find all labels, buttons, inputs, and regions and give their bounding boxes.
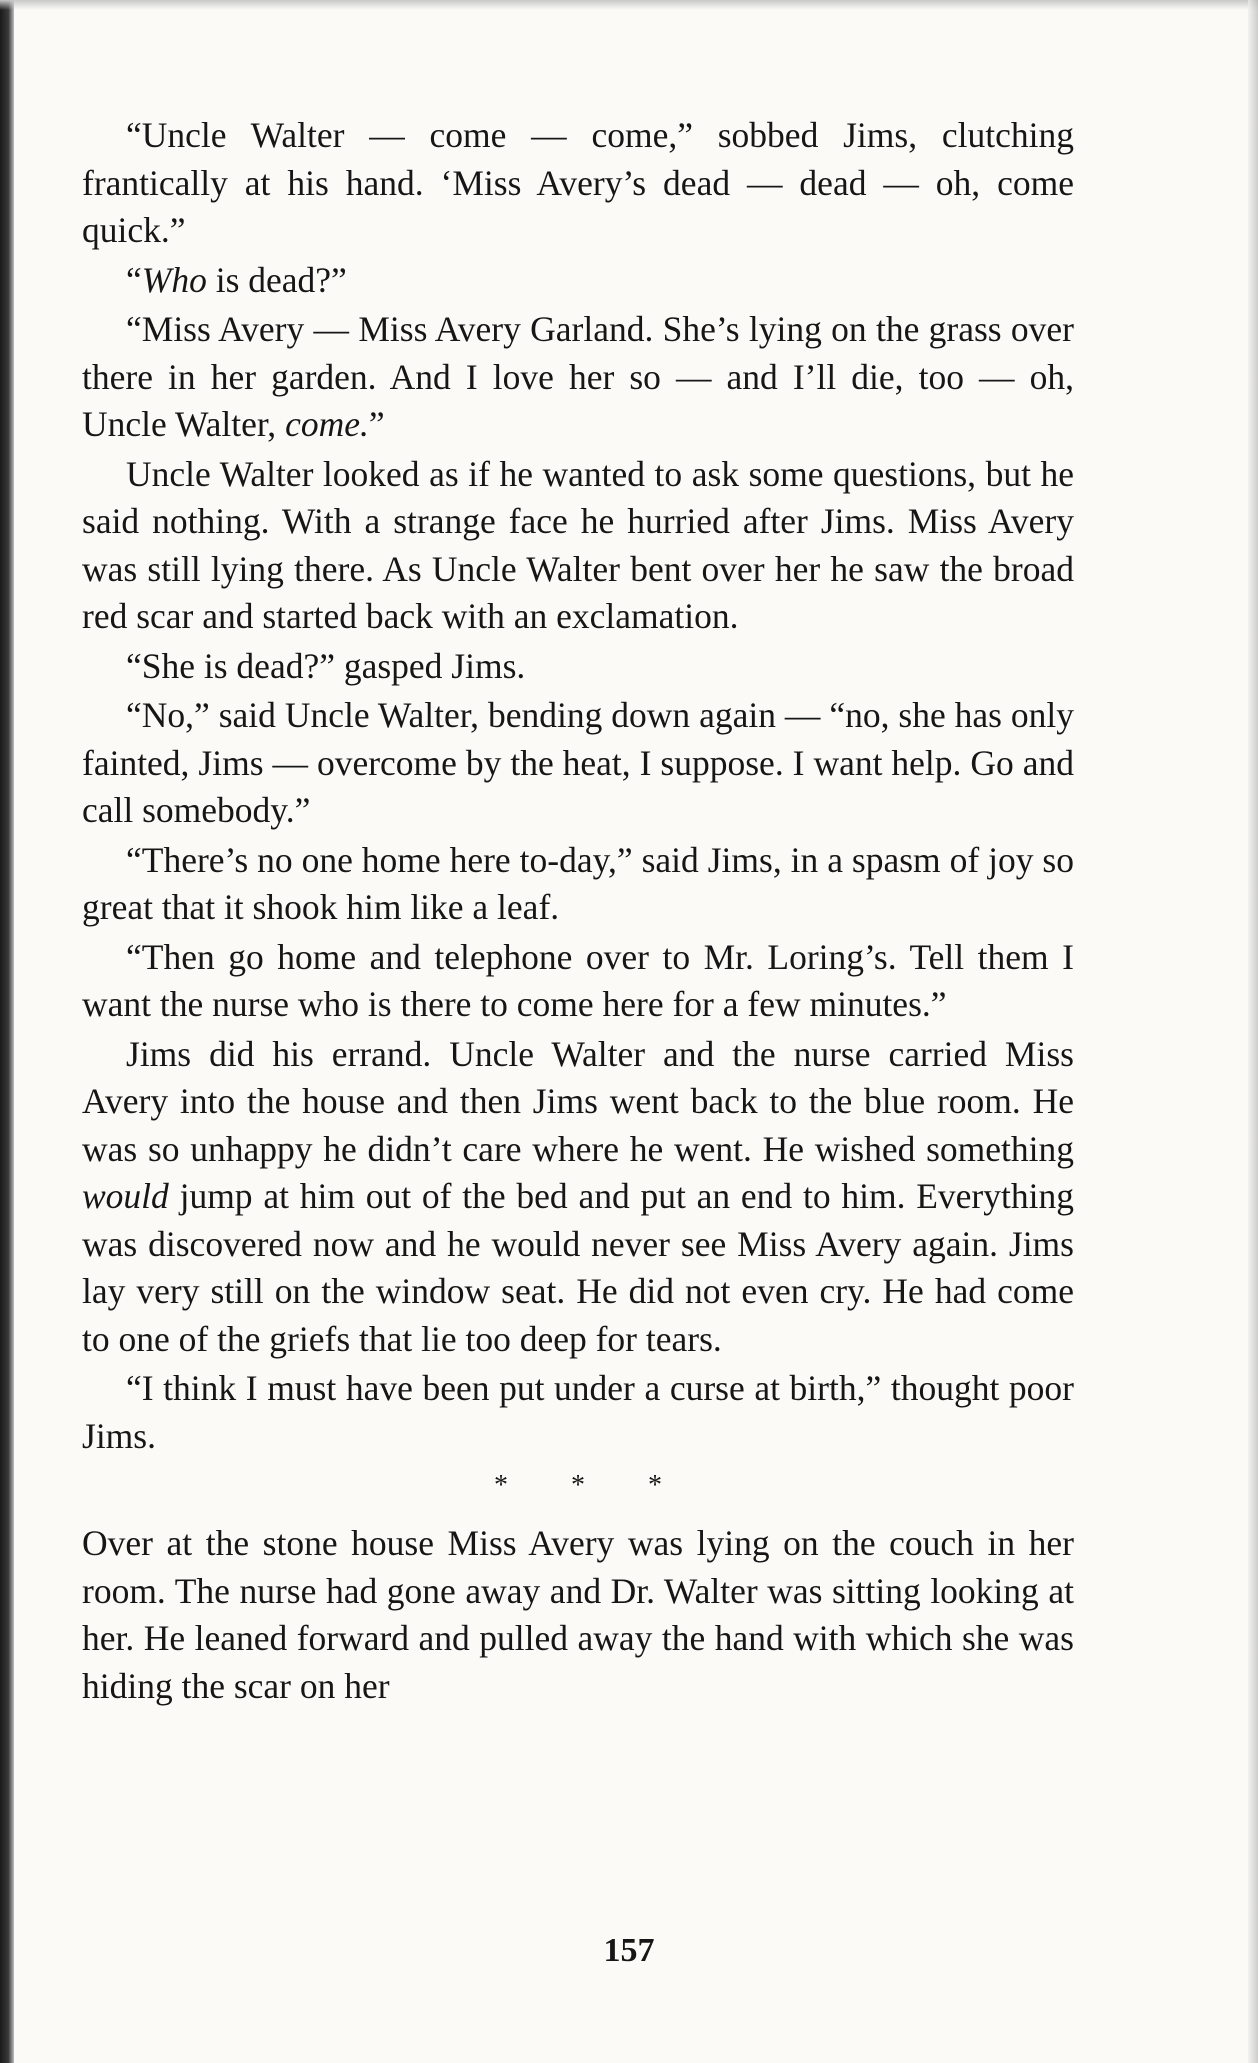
paragraph	[82, 1031, 1074, 1364]
text-run: “No,” said Uncle Walter, bending down again — “no, she has only fainted, Jims — overcome by the heat, I suppose. I want help. Go and call somebody.”	[82, 695, 1074, 830]
paragraphs-before-break	[82, 112, 1074, 1460]
paragraph	[82, 643, 1074, 691]
paragraph	[82, 257, 1074, 305]
paragraph	[82, 692, 1074, 835]
italic-text: would	[82, 1176, 169, 1216]
text-run: “Miss Avery — Miss Avery Garland. She’s lying on the grass over there in her garden. And I love her so — and I’ll die, too — oh, Uncle Walter,	[82, 309, 1074, 444]
paragraph	[82, 934, 1074, 1029]
text-run: Jims did his errand. Uncle Walter and the nurse carried Miss Avery into the house and then Jims went back to the blue room. He was so unhappy he didn’t care where he went. He wished something	[82, 1033, 1074, 1169]
text-run: “There’s no one home here to-day,” said Jims, in a spasm of joy so great that it shook him like a leaf.	[82, 839, 1074, 927]
paragraph	[82, 1520, 1074, 1710]
body-text	[82, 112, 1074, 1712]
paragraph	[82, 112, 1074, 255]
text-run: Over at the stone house Miss Avery was lying on the couch in her room. The nurse had gone away and Dr. Walter was sitting looking at her. He leaned forward and pulled away the hand with which she was hiding the scar on her	[82, 1523, 1074, 1706]
text-run: “She is dead?” gasped Jims.	[126, 645, 526, 686]
text-run: “Uncle Walter — come — come,” sobbed Jims, clutching frantically at his hand. ‘Miss Avery’s dead — dead — oh, come quick.”	[82, 115, 1074, 250]
italic-text: come.	[285, 404, 369, 444]
text-run: “I think I must have been put under a curse at birth,” thought poor Jims.	[82, 1368, 1074, 1456]
text-run: Uncle Walter looked as if he wanted to ask some questions, but he said nothing. With a strange face he hurried after Jims. Miss Avery was still lying there. As Uncle Walter bent over her he saw the broad red scar and started back with an exclamation.	[82, 453, 1074, 636]
paragraph	[82, 306, 1074, 449]
page-number: 157	[603, 1932, 655, 1969]
paragraphs-after-break	[82, 1520, 1074, 1710]
paragraph	[82, 837, 1074, 932]
book-binding-shadow	[0, 0, 14, 2063]
page-top-shadow	[0, 0, 1258, 10]
paragraph	[82, 451, 1074, 641]
italic-text: Who	[141, 259, 207, 300]
text-run: ”	[368, 404, 385, 444]
text-run: jump at him out of the bed and put an end to him. Everything was discovered now and he would never see Miss Avery again. Jims lay very still on the window seat. He did not even cry. He had come to one of the griefs that lie too deep for tears.	[82, 1176, 1074, 1359]
text-run: “	[126, 259, 142, 300]
page-right-edge	[1248, 0, 1258, 2063]
paragraph	[82, 1365, 1074, 1460]
text-run: “Then go home and telephone over to Mr. Loring’s. Tell them I want the nurse who is there to come here for a few minutes.”	[82, 936, 1074, 1024]
section-break: * * *	[494, 1470, 690, 1501]
text-run: is dead?”	[206, 259, 347, 300]
